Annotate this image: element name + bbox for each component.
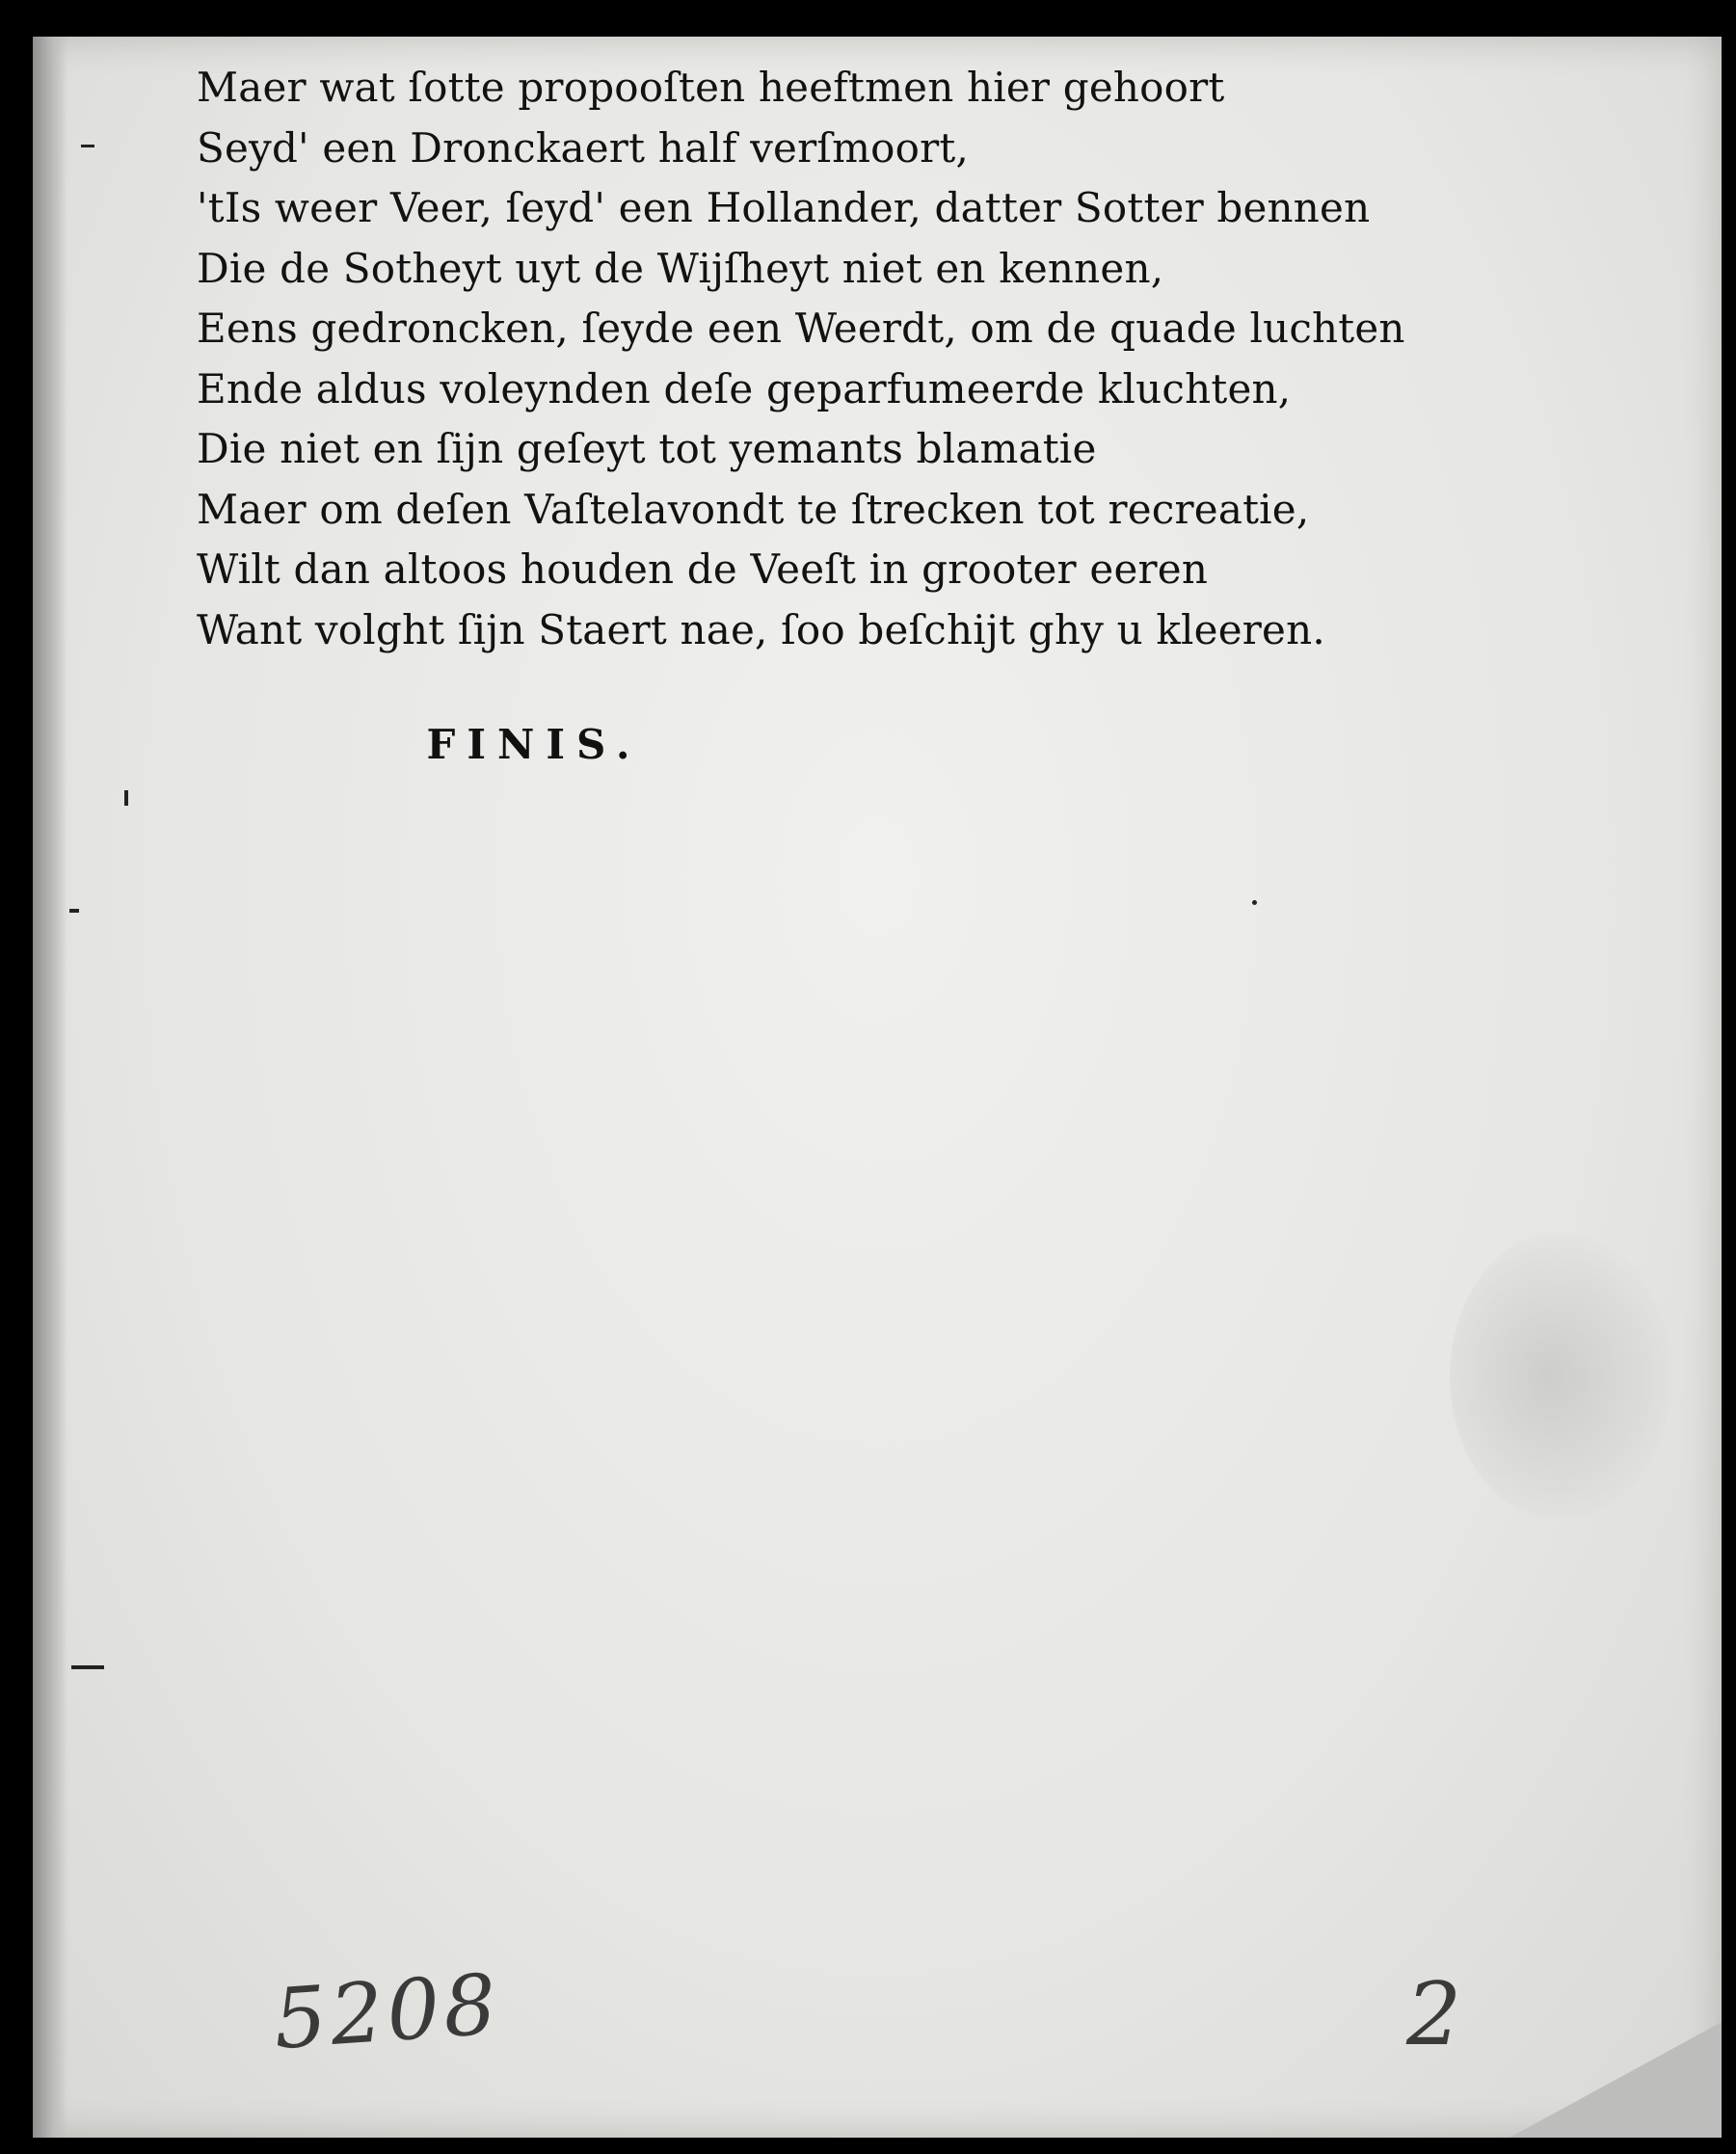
poem-text	[197, 58, 1405, 660]
poem-line: 'tIs weer Veer, ſeyd' een Hollander, datter Sotter bennen	[197, 184, 1371, 231]
margin-mark	[71, 1665, 104, 1669]
corner-wear	[1509, 2022, 1722, 2138]
margin-mark	[124, 790, 128, 806]
handwritten-accession-number: 5208	[270, 1955, 504, 2069]
poem-line: Seyd' een Dronckaert half verſmoort,	[197, 123, 970, 172]
poem-line: Die de Sotheyt uyt de Wijſheyt niet en kennen,	[197, 244, 1164, 292]
spine-shadow	[33, 37, 67, 2138]
poem-line: Maer wat ſotte propooſten heeftmen hier gehoort	[197, 64, 1225, 111]
handwritten-folio-number: 2	[1406, 1964, 1462, 2065]
water-stain	[1450, 1232, 1671, 1521]
poem-line: Die niet en ſijn geſeyt tot yemants blamatie	[197, 425, 1097, 472]
poem-line: Eens gedroncken, ſeyde een Weerdt, om de quade luchten	[197, 305, 1405, 352]
poem-line: Want volght ſijn Staert nae, ſoo beſchijt ghy u kleeren.	[197, 605, 1325, 653]
poem-line: Maer om deſen Vaſtelavondt te ſtrecken tot recreatie,	[197, 485, 1310, 533]
poem-line: Wilt dan altoos houden de Veeſt in grooter eeren	[197, 545, 1209, 593]
margin-mark	[69, 909, 79, 913]
poem-line: Ende aldus voleynden deſe geparfumeerde kluchten,	[197, 364, 1292, 412]
finis-heading: FINIS.	[426, 721, 642, 768]
margin-mark	[1252, 900, 1257, 905]
book-page	[33, 37, 1722, 2138]
margin-mark	[81, 145, 94, 147]
